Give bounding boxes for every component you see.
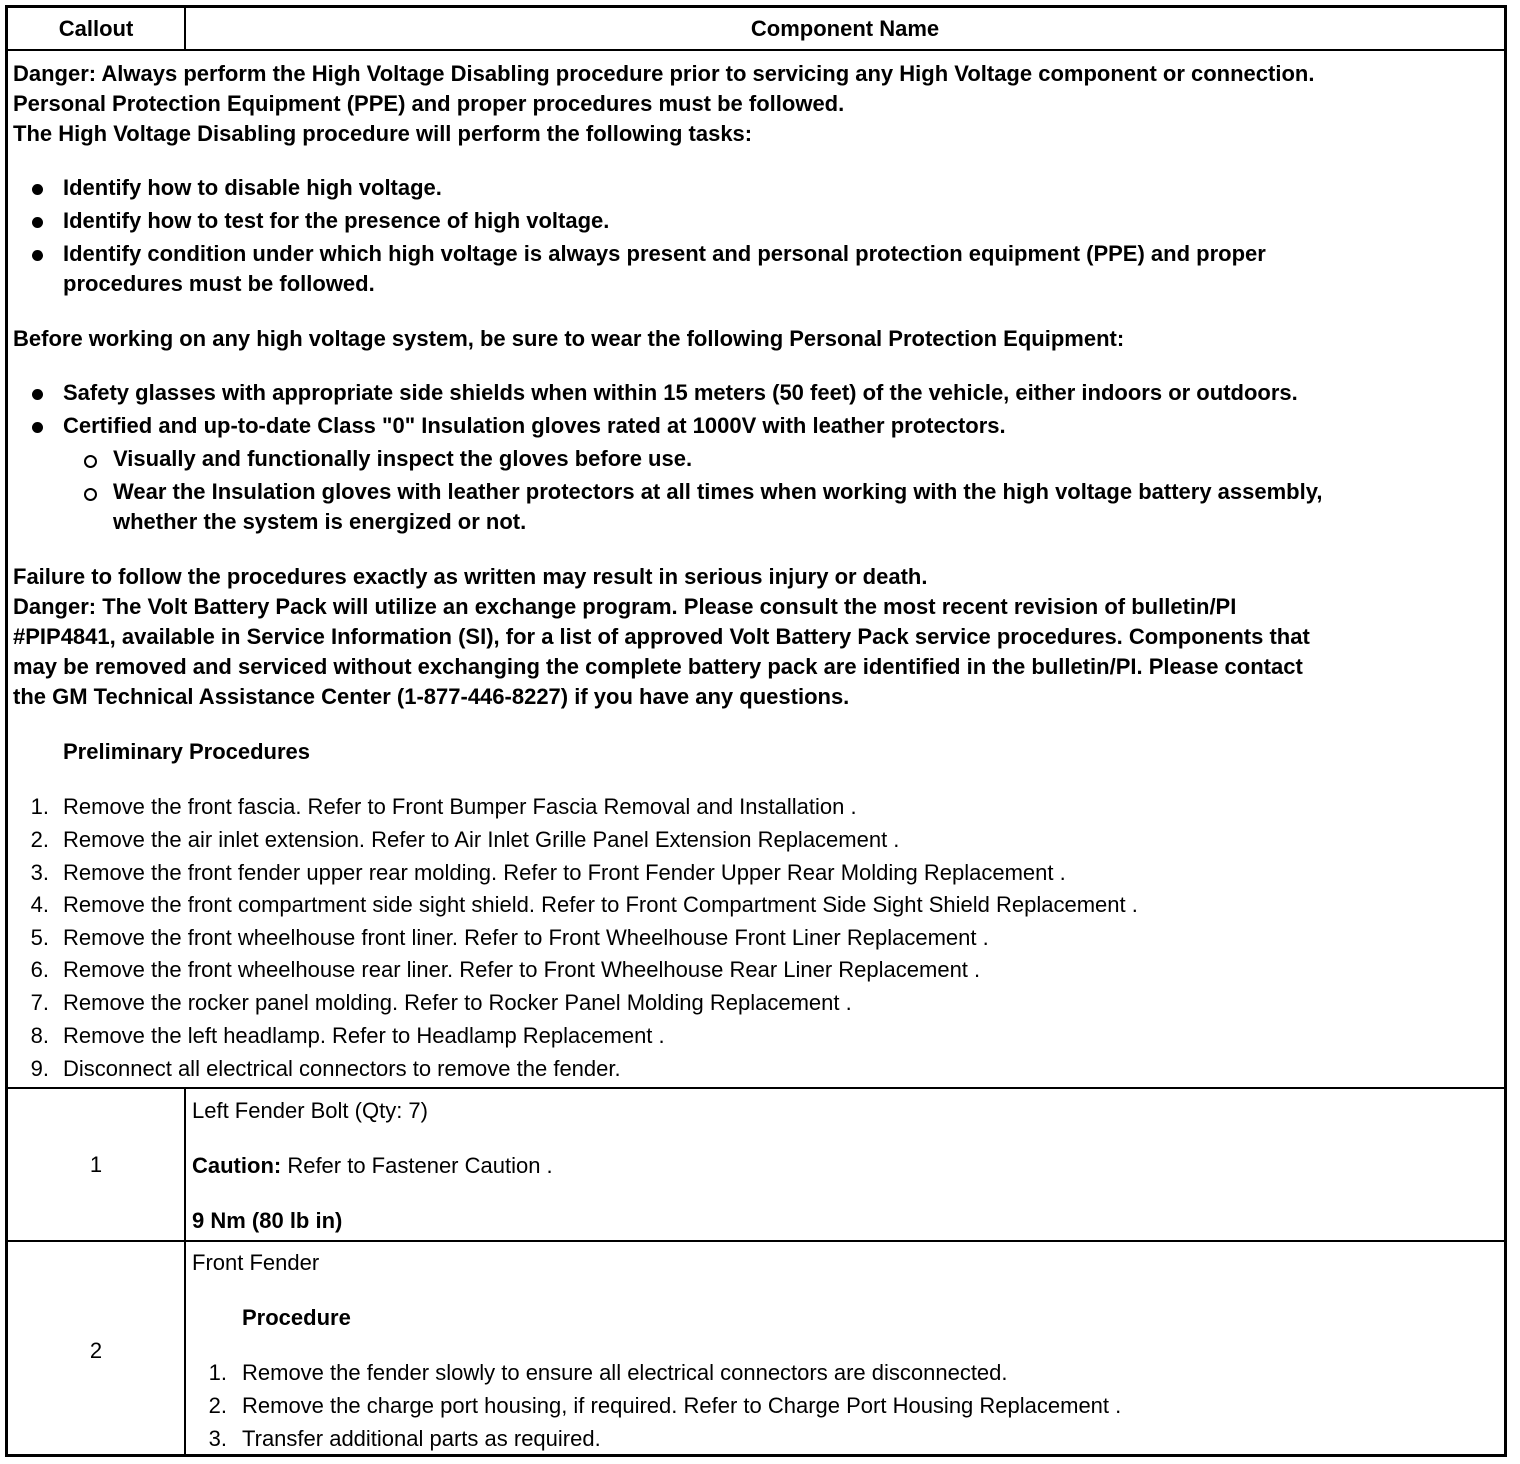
preliminary-step: Remove the front wheelhouse rear liner. Refer to Front Wheelhouse Rear Liner Replacement . <box>63 957 981 982</box>
callout-number: 1 <box>89 1152 103 1177</box>
step-number: 2. <box>30 827 49 852</box>
preliminary-step: Remove the front fascia. Refer to Front Bumper Fascia Removal and Installation . <box>63 794 857 819</box>
bullet-icon <box>32 389 43 400</box>
ppe-intro: Before working on any high voltage system, be sure to wear the following Personal Protection Equipment: <box>13 326 1125 351</box>
warning-line: the GM Technical Assistance Center (1-877-446-8227) if you have any questions. <box>13 684 850 709</box>
preliminary-step: Remove the air inlet extension. Refer to Air Inlet Grille Panel Extension Replacement . <box>63 827 900 852</box>
warning-line: may be removed and serviced without exchanging the complete battery pack are identified in the bulletin/PI. Please contact <box>13 654 1303 679</box>
step-number: 1. <box>208 1360 227 1385</box>
procedure-step: Remove the charge port housing, if required. Refer to Charge Port Housing Replacement . <box>242 1393 1122 1418</box>
preliminary-step: Remove the front compartment side sight shield. Refer to Front Compartment Side Sight Shield Replacement . <box>63 892 1138 917</box>
procedure-heading: Procedure <box>242 1305 351 1330</box>
task-item: Identify how to disable high voltage. <box>63 175 442 200</box>
preliminary-step: Remove the front fender upper rear molding. Refer to Front Fender Upper Rear Molding Replacement . <box>63 860 1066 885</box>
step-number: 9. <box>30 1056 49 1081</box>
step-number: 4. <box>30 892 49 917</box>
ppe-item: Safety glasses with appropriate side shields when within 15 meters (50 feet) of the vehicle, either indoors or outdoors. <box>63 380 1298 405</box>
column-divider <box>184 1088 186 1240</box>
warning-line: Danger: The Volt Battery Pack will utilize an exchange program. Please consult the most recent revision of bulletin/PI <box>13 594 1237 619</box>
row-divider <box>8 1087 1504 1089</box>
bullet-icon <box>32 422 43 433</box>
sub-bullet-icon <box>84 455 97 468</box>
sub-bullet-icon <box>84 488 97 501</box>
component-name: Front Fender <box>192 1250 320 1275</box>
bullet-icon <box>32 250 43 261</box>
preliminary-step: Remove the front wheelhouse front liner. Refer to Front Wheelhouse Front Liner Replacement . <box>63 925 989 950</box>
preliminary-step: Disconnect all electrical connectors to remove the fender. <box>63 1056 621 1081</box>
task-item: Identify condition under which high voltage is always present and personal protection equipment (PPE) and proper <box>63 241 1266 266</box>
caution-label: Caution: <box>192 1153 282 1178</box>
preliminary-step: Remove the rocker panel molding. Refer to Rocker Panel Molding Replacement . <box>63 990 852 1015</box>
danger-line: Danger: Always perform the High Voltage Disabling procedure prior to servicing any High Voltage component or connection. <box>13 61 1315 86</box>
preliminary-step: Remove the left headlamp. Refer to Headlamp Replacement . <box>63 1023 665 1048</box>
row-divider <box>8 1240 1504 1242</box>
callout-number: 2 <box>89 1338 103 1363</box>
task-item-continued: procedures must be followed. <box>63 271 375 296</box>
danger-line: Personal Protection Equipment (PPE) and proper procedures must be followed. <box>13 91 845 116</box>
step-number: 8. <box>30 1023 49 1048</box>
component-table <box>5 5 1507 1457</box>
glove-item: Wear the Insulation gloves with leather protectors at all times when working with the high voltage battery assembly, <box>113 479 1323 504</box>
step-number: 3. <box>208 1426 227 1451</box>
warning-line: #PIP4841, available in Service Information (SI), for a list of approved Volt Battery Pack service procedures. Components that <box>13 624 1310 649</box>
bullet-icon <box>32 217 43 228</box>
glove-item: Visually and functionally inspect the gloves before use. <box>113 446 693 471</box>
step-number: 2. <box>208 1393 227 1418</box>
warning-line: Failure to follow the procedures exactly as written may result in serious injury or death. <box>13 564 928 589</box>
step-number: 1. <box>30 794 49 819</box>
caution-text: Refer to Fastener Caution . <box>281 1153 553 1178</box>
header-component-name: Component Name <box>750 16 940 41</box>
step-number: 3. <box>30 860 49 885</box>
component-name: Left Fender Bolt (Qty: 7) <box>192 1098 428 1123</box>
preliminary-heading: Preliminary Procedures <box>63 739 311 764</box>
caution-note <box>192 1151 553 1181</box>
procedure-step: Remove the fender slowly to ensure all electrical connectors are disconnected. <box>242 1360 1008 1385</box>
danger-line: The High Voltage Disabling procedure will perform the following tasks: <box>13 121 753 146</box>
bullet-icon <box>32 184 43 195</box>
column-divider <box>184 1241 186 1454</box>
procedure-step: Transfer additional parts as required. <box>242 1426 601 1451</box>
step-number: 5. <box>30 925 49 950</box>
step-number: 6. <box>30 957 49 982</box>
task-item: Identify how to test for the presence of high voltage. <box>63 208 610 233</box>
header-divider <box>8 49 1504 51</box>
torque-spec: 9 Nm (80 lb in) <box>192 1208 343 1233</box>
ppe-item: Certified and up-to-date Class "0" Insulation gloves rated at 1000V with leather protectors. <box>63 413 1006 438</box>
step-number: 7. <box>30 990 49 1015</box>
header-callout: Callout <box>8 8 186 50</box>
glove-item-continued: whether the system is energized or not. <box>113 509 527 534</box>
